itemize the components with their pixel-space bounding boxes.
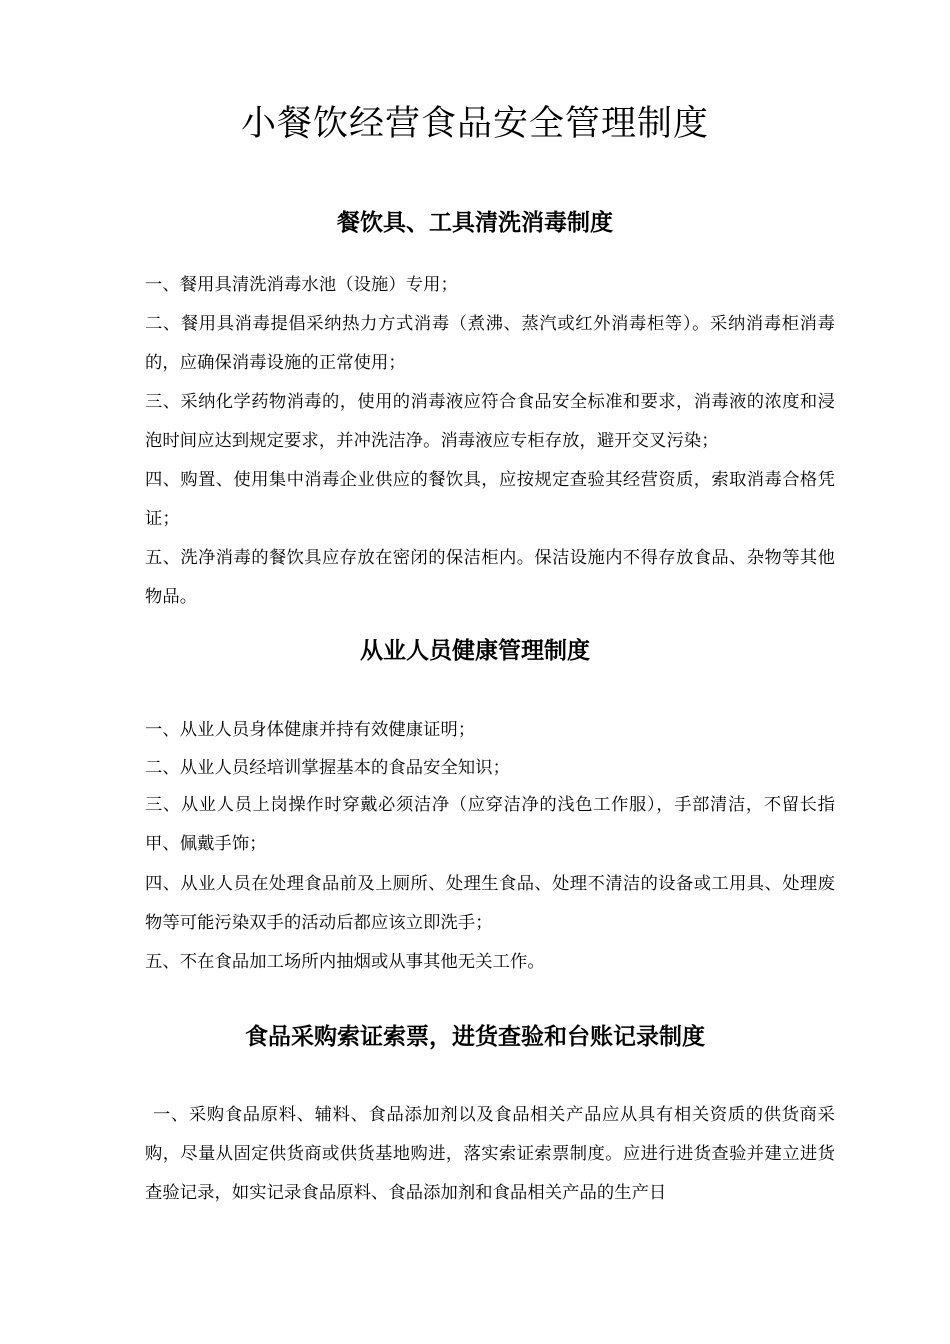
paragraph: 五、不在食品加工场所内抽烟或从事其他无关工作。 xyxy=(145,952,545,972)
document-title: 小餐饮经营食品安全管理制度 xyxy=(240,104,709,144)
paragraph: 一、餐用具清洗消毒水池（设施）专用； xyxy=(145,275,458,295)
paragraph: 四、购置、使用集中消毒企业供应的餐饮具，应按规定查验其经营资质，索取消毒合格凭证； xyxy=(145,470,835,529)
paragraph: 一、采购食品原料、辅料、食品添加剂以及食品相关产品应从具有相关资质的供货商采购，尽量从固定供货商或供货基地购进，落实索证索票制度。应进行进货查验并建立进货查验记录，如实记录食品原料、食品添加剂和食品相关产品的生产日 xyxy=(145,1105,835,1203)
paragraph: 三、采纳化学药物消毒的，使用的消毒液应符合食品安全标准和要求，消毒液的浓度和浸泡时间应达到规定要求，并冲洗洁净。消毒液应专柜存放，避开交叉污染； xyxy=(145,392,835,451)
paragraph: 五、洗净消毒的餐饮具应存放在密闭的保洁柜内。保洁设施内不得存放食品、杂物等其他物品。 xyxy=(145,548,835,607)
section-heading-staff-health: 从业人员健康管理制度 xyxy=(360,638,590,664)
paragraph: 四、从业人员在处理食品前及上厕所、处理生食品、处理不清洁的设备或工用具、处理废物等可能污染双手的活动后都应该立即洗手； xyxy=(145,874,835,933)
section-heading-utensil-disinfection: 餐饮具、工具清洗消毒制度 xyxy=(337,210,613,236)
paragraph: 三、从业人员上岗操作时穿戴必须洁净（应穿洁净的浅色工作服），手部清洁，不留长指甲、佩戴手饰； xyxy=(145,795,835,854)
paragraph: 二、餐用具消毒提倡采纳热力方式消毒（煮沸、蒸汽或红外消毒柜等）。采纳消毒柜消毒的，应确保消毒设施的正常使用； xyxy=(145,314,835,373)
paragraph: 一、从业人员身体健康并持有效健康证明； xyxy=(145,720,476,740)
section-heading-procurement-records: 食品采购索证索票，进货查验和台账记录制度 xyxy=(245,1024,705,1050)
paragraph: 二、从业人员经培训掌握基本的食品安全知识； xyxy=(145,758,511,778)
